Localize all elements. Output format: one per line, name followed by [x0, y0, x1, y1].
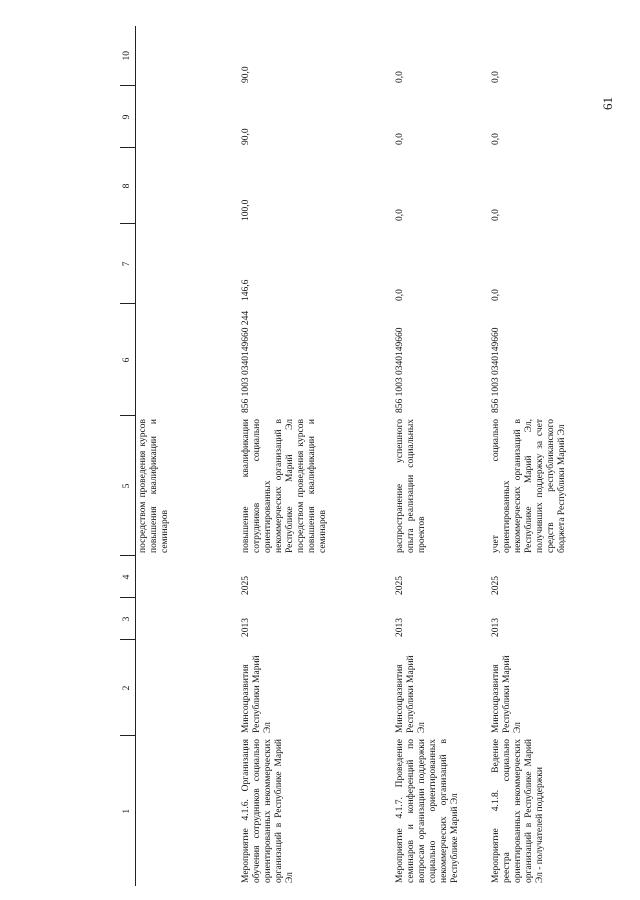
col-header-2: 2 [120, 640, 135, 736]
continuation-row [135, 26, 239, 886]
value-col7: 0,0 [395, 289, 406, 301]
start-year: 2013 [241, 618, 252, 637]
continuation-result: посредством проведения курсов повышения квалификации и семинаров [137, 419, 170, 553]
value-col7: 0,0 [491, 289, 502, 301]
value-col10: 90,0 [241, 66, 252, 83]
end-year: 2025 [395, 576, 406, 595]
col-header-8: 8 [120, 148, 135, 224]
value-col10: 0,0 [395, 71, 406, 83]
value-col9: 0,0 [491, 133, 502, 145]
executor: Минсоцразвития Республики Марий Эл [395, 655, 428, 733]
value-col9: 0,0 [395, 133, 406, 145]
executor: Минсоцразвития Республики Марий Эл [241, 655, 274, 733]
table-row [239, 26, 393, 886]
table-row [489, 26, 629, 886]
value-col9: 90,0 [241, 128, 252, 145]
col-header-9: 9 [120, 86, 135, 148]
start-year: 2013 [491, 618, 502, 637]
measure-name: Мероприятие 4.1.8. Ведение реестра социально ориентированных некоммерческих организаций в Республике Марий Эл - получателей поддержки [491, 739, 546, 883]
expected-result: повышение квалификации сотрудников социально ориентированных некоммерческих организаций в Республике Марий Эл посредством проведения курсов повышения квалификации и семинаров [241, 419, 328, 553]
end-year: 2025 [491, 576, 502, 595]
col-header-3: 3 [120, 598, 135, 640]
budget-code: 856 1003 0340149660 [491, 327, 502, 413]
value-col7: 146,6 [241, 279, 252, 301]
measure-name: Мероприятие 4.1.7. Проведение семинаров и конференций по вопросам организации поддержки социально ориентированных некоммерческих организаций в Республике Марий Эл [395, 739, 461, 883]
value-col8: 100,0 [241, 199, 252, 221]
table-row [393, 26, 489, 886]
budget-code: 856 1003 0340149660 [395, 327, 406, 413]
measure-name: Мероприятие 4.1.6. Организация обучения сотрудников социально ориентированных некоммерческих организаций в Республике Марий Эл [241, 739, 296, 883]
value-col10: 0,0 [491, 71, 502, 83]
column-number-row [120, 26, 135, 886]
col-header-10: 10 [120, 26, 135, 86]
rotated-table-container [120, 26, 640, 886]
page-number: 61 [600, 97, 615, 110]
value-col8: 0,0 [491, 209, 502, 221]
col-header-4: 4 [120, 556, 135, 598]
start-year: 2013 [395, 618, 406, 637]
expected-result: учет социально ориентированных некоммерческих организаций в Республике Марий Эл, получивших поддержку за счет средств республиканского бюджета Республики Марий Эл [491, 419, 567, 553]
value-col8: 0,0 [395, 209, 406, 221]
end-year: 2025 [241, 576, 252, 595]
executor: Минсоцразвития Республики Марий Эл [491, 655, 524, 733]
col-header-6: 6 [120, 304, 135, 416]
col-header-1: 1 [120, 736, 135, 886]
expected-result: распространение успешного опыта реализации социальных проектов [395, 419, 428, 553]
col-header-7: 7 [120, 224, 135, 304]
col-header-5: 5 [120, 416, 135, 556]
measures-table [120, 26, 629, 886]
budget-code: 856 1003 0340149660 244 [241, 310, 252, 413]
